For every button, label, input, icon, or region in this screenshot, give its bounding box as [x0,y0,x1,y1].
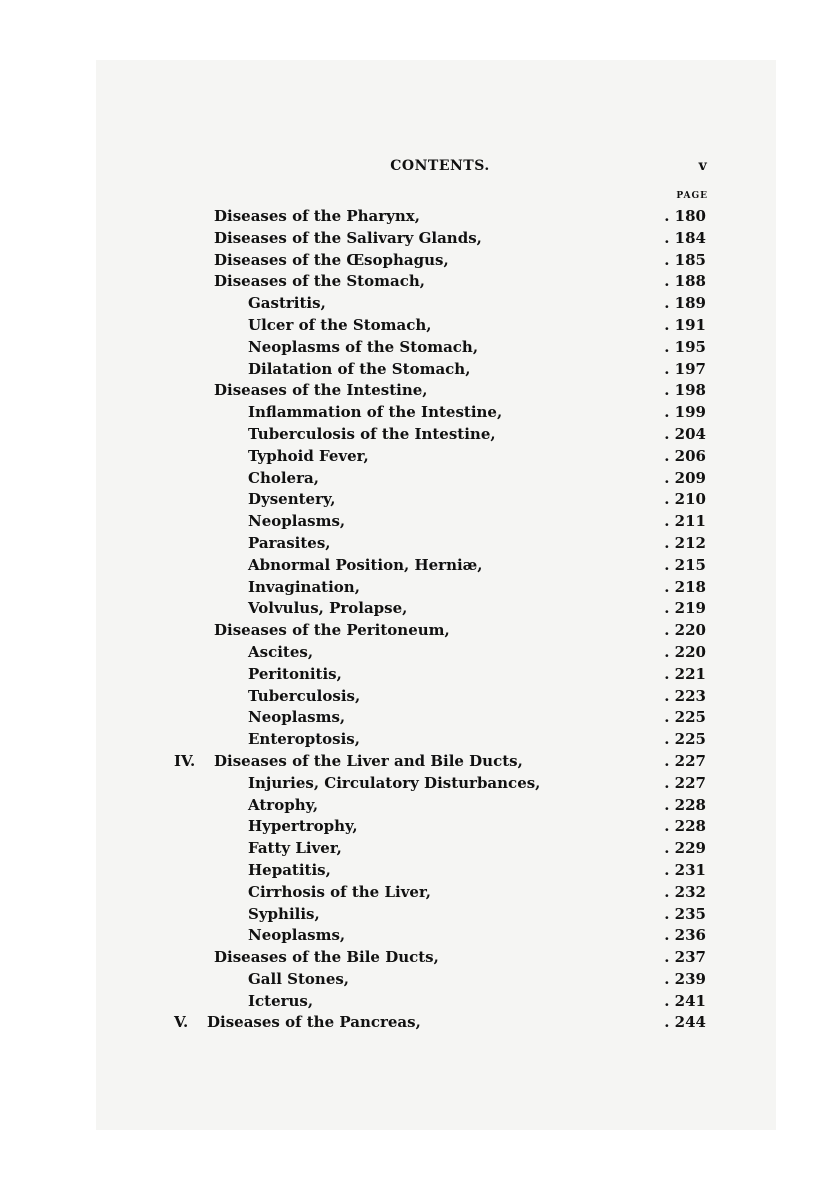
toc-entry [0,729,840,751]
table-of-contents [0,206,840,1034]
toc-entry [0,882,840,904]
entry-page-number: . 225 [664,708,706,727]
entry-title: Gall Stones, [248,969,350,988]
toc-entry [0,446,840,468]
toc-entry [0,228,840,250]
section-number: IV. [174,751,196,770]
toc-entry [0,642,840,664]
entry-page-number: . 212 [664,533,706,552]
toc-entry [0,686,840,708]
entry-title: Ulcer of the Stomach, [248,315,432,334]
toc-entry [0,816,840,838]
entry-title: Diseases of the Liver and Bile Ducts, [214,751,523,770]
entry-page-number: . 227 [664,773,706,792]
toc-entry [0,402,840,424]
entry-title: Tuberculosis, [248,686,361,705]
toc-entry [0,773,840,795]
entry-title: Diseases of the Pharynx, [214,207,420,225]
entry-page-number: . 191 [664,315,706,334]
toc-entry [0,1012,840,1034]
entry-title: Gastritis, [248,294,326,313]
entry-title: Diseases of the Pancreas, [207,1013,421,1032]
entry-page-number: . 206 [664,446,706,465]
entry-title: Diseases of the Intestine, [214,381,428,400]
toc-entry [0,359,840,381]
toc-entry [0,337,840,359]
entry-page-number: . 204 [664,424,706,443]
entry-title: Parasites, [248,533,331,552]
toc-entry [0,511,840,533]
entry-page-number: . 215 [664,555,706,574]
entry-title: Diseases of the Stomach, [214,272,425,291]
entry-page-number: . 221 [664,664,706,683]
section-number: V. [174,1013,189,1032]
entry-title: Ascites, [248,642,314,661]
entry-title: Peritonitis, [248,664,342,683]
entry-page-number: . 237 [664,948,706,967]
entry-title: Syphilis, [248,904,320,923]
entry-title: Cirrhosis of the Liver, [248,882,431,901]
entry-title: Cholera, [248,468,319,487]
entry-page-number: . 244 [664,1013,706,1032]
entry-title: Diseases of the Peritoneum, [214,621,450,640]
entry-page-number: . 211 [664,512,706,531]
entry-page-number: . 209 [664,468,706,487]
toc-entry [0,206,840,228]
toc-entry [0,925,840,947]
entry-page-number: . 228 [664,795,706,814]
entry-page-number: . 189 [664,294,706,313]
entry-title: Neoplasms, [248,926,346,945]
entry-page-number: . 232 [664,882,706,901]
toc-entry [0,795,840,817]
page-number: v [698,158,708,174]
entry-page-number: . 228 [664,817,706,836]
toc-entry [0,664,840,686]
toc-entry [0,707,840,729]
entry-page-number: . 198 [664,381,706,400]
entry-page-number: . 227 [664,751,706,770]
toc-entry [0,315,840,337]
toc-entry [0,838,840,860]
toc-entry [0,489,840,511]
entry-page-number: . 184 [664,228,706,247]
entry-page-number: . 197 [664,359,706,378]
page-header [0,158,840,178]
toc-entry [0,751,840,773]
entry-title: Tuberculosis of the Intestine, [248,424,496,443]
entry-page-number: . 220 [664,642,706,661]
toc-entry [0,991,840,1013]
entry-page-number: . 199 [664,403,706,422]
toc-entry [0,577,840,599]
page-column-label: PAGE [676,191,708,201]
entry-page-number: . 195 [664,337,706,356]
entry-page-number: . 231 [664,860,706,879]
entry-page-number: . 210 [664,490,706,509]
entry-title: Neoplasms, [248,512,346,531]
toc-entry [0,424,840,446]
entry-page-number: . 220 [664,621,706,640]
entry-page-number: . 239 [664,969,706,988]
toc-entry [0,293,840,315]
entry-page-number: . 235 [664,904,706,923]
entry-title: Dilatation of the Stomach, [248,359,471,378]
entry-title: Icterus, [248,991,314,1010]
toc-entry [0,860,840,882]
entry-title: Invagination, [248,577,360,596]
entry-title: Atrophy, [248,795,319,814]
entry-title: Enteroptosis, [248,730,360,749]
entry-page-number: . 229 [664,839,706,858]
entry-title: Inflammation of the Intestine, [248,403,503,422]
entry-title: Fatty Liver, [248,839,342,858]
toc-entry [0,271,840,293]
entry-title: Neoplasms, [248,708,346,727]
entry-title: Abnormal Position, Herniæ, [248,555,483,574]
toc-entry [0,620,840,642]
entry-page-number: . 225 [664,730,706,749]
entry-title: Hypertrophy, [248,817,358,836]
toc-entry [0,598,840,620]
entry-page-number: . 180 [664,207,706,225]
toc-entry [0,947,840,969]
entry-page-number: . 188 [664,272,706,291]
entry-title: Diseases of the Œsophagus, [214,250,449,269]
toc-entry [0,250,840,272]
entry-page-number: . 223 [664,686,706,705]
toc-entry [0,380,840,402]
entry-title: Volvulus, Prolapse, [248,599,408,618]
toc-entry [0,468,840,490]
entry-page-number: . 218 [664,577,706,596]
toc-entry [0,969,840,991]
toc-entry [0,533,840,555]
entry-title: Diseases of the Salivary Glands, [214,228,482,247]
entry-title: Dysentery, [248,490,336,509]
entry-title: Neoplasms of the Stomach, [248,337,479,356]
entry-page-number: . 185 [664,250,706,269]
entry-page-number: . 241 [664,991,706,1010]
entry-page-number: . 236 [664,926,706,945]
entry-title: Injuries, Circulatory Disturbances, [248,773,541,792]
entry-title: Diseases of the Bile Ducts, [214,948,439,967]
entry-page-number: . 219 [664,599,706,618]
toc-entry [0,904,840,926]
page-title: CONTENTS. [390,158,490,174]
entry-title: Typhoid Fever, [248,446,369,465]
toc-entry [0,555,840,577]
entry-title: Hepatitis, [248,860,331,879]
